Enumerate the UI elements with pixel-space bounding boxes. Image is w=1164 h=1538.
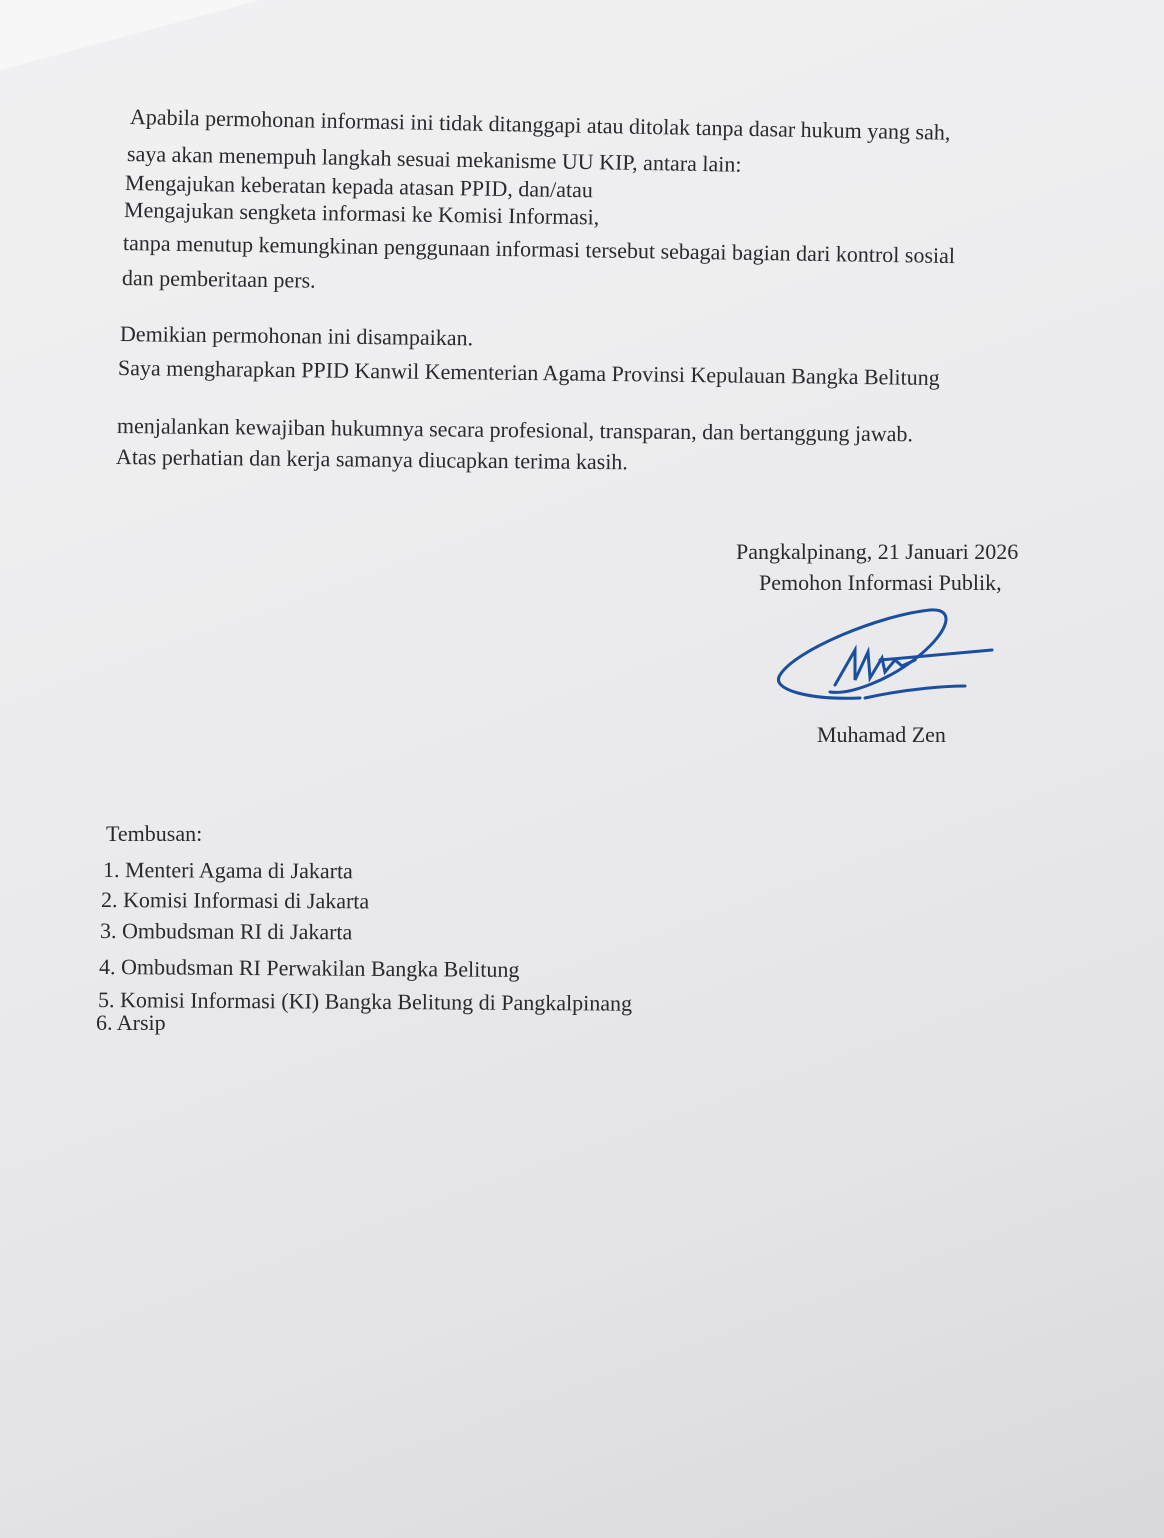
- signer-name: Muhamad Zen: [817, 722, 946, 747]
- cc-item: 4. Ombudsman RI Perwakilan Bangka Belitung: [98, 954, 520, 982]
- paragraph-line: Mengajukan keberatan kepada atasan PPID, dan/atau: [124, 170, 594, 203]
- place-date: Pangkalpinang, 21 Januari 2026: [736, 539, 1019, 564]
- paragraph-line: saya akan menempuh langkah sesuai mekanisme UU KIP, antara lain:: [126, 141, 742, 177]
- handwritten-signature: [770, 600, 1010, 710]
- cc-item: 3. Ombudsman RI di Jakarta: [99, 918, 353, 945]
- cc-item: 1. Menteri Agama di Jakarta: [102, 857, 353, 884]
- cc-item: 2. Komisi Informasi di Jakarta: [100, 887, 370, 914]
- closing-line: Atas perhatian dan kerja samanya diucapkan terima kasih.: [115, 444, 629, 475]
- paragraph-line: Mengajukan sengketa informasi ke Komisi Informasi,: [123, 197, 600, 230]
- paper-edge: [0, 0, 260, 70]
- closing-line: Demikian permohonan ini disampaikan.: [119, 321, 474, 351]
- paragraph-line: Apabila permohonan informasi ini tidak ditanggapi atau ditolak tanpa dasar hukum yang sah,: [129, 104, 951, 145]
- signer-role: Pemohon Informasi Publik,: [759, 570, 1002, 595]
- closing-line: menjalankan kewajiban hukumnya secara profesional, transparan, dan bertanggung jawab.: [116, 413, 914, 447]
- cc-item: 5. Komisi Informasi (KI) Bangka Belitung di Pangkalpinang: [97, 987, 633, 1016]
- cc-item: 6. Arsip: [96, 1010, 166, 1035]
- cc-title: Tembusan:: [106, 821, 203, 846]
- paragraph-line: dan pemberitaan pers.: [121, 265, 316, 293]
- closing-line: Saya mengharapkan PPID Kanwil Kementerian Agama Provinsi Kepulauan Bangka Belitung: [117, 355, 940, 391]
- paragraph-line: tanpa menutup kemungkinan penggunaan informasi tersebut sebagai bagian dari kontrol sosial: [122, 230, 956, 269]
